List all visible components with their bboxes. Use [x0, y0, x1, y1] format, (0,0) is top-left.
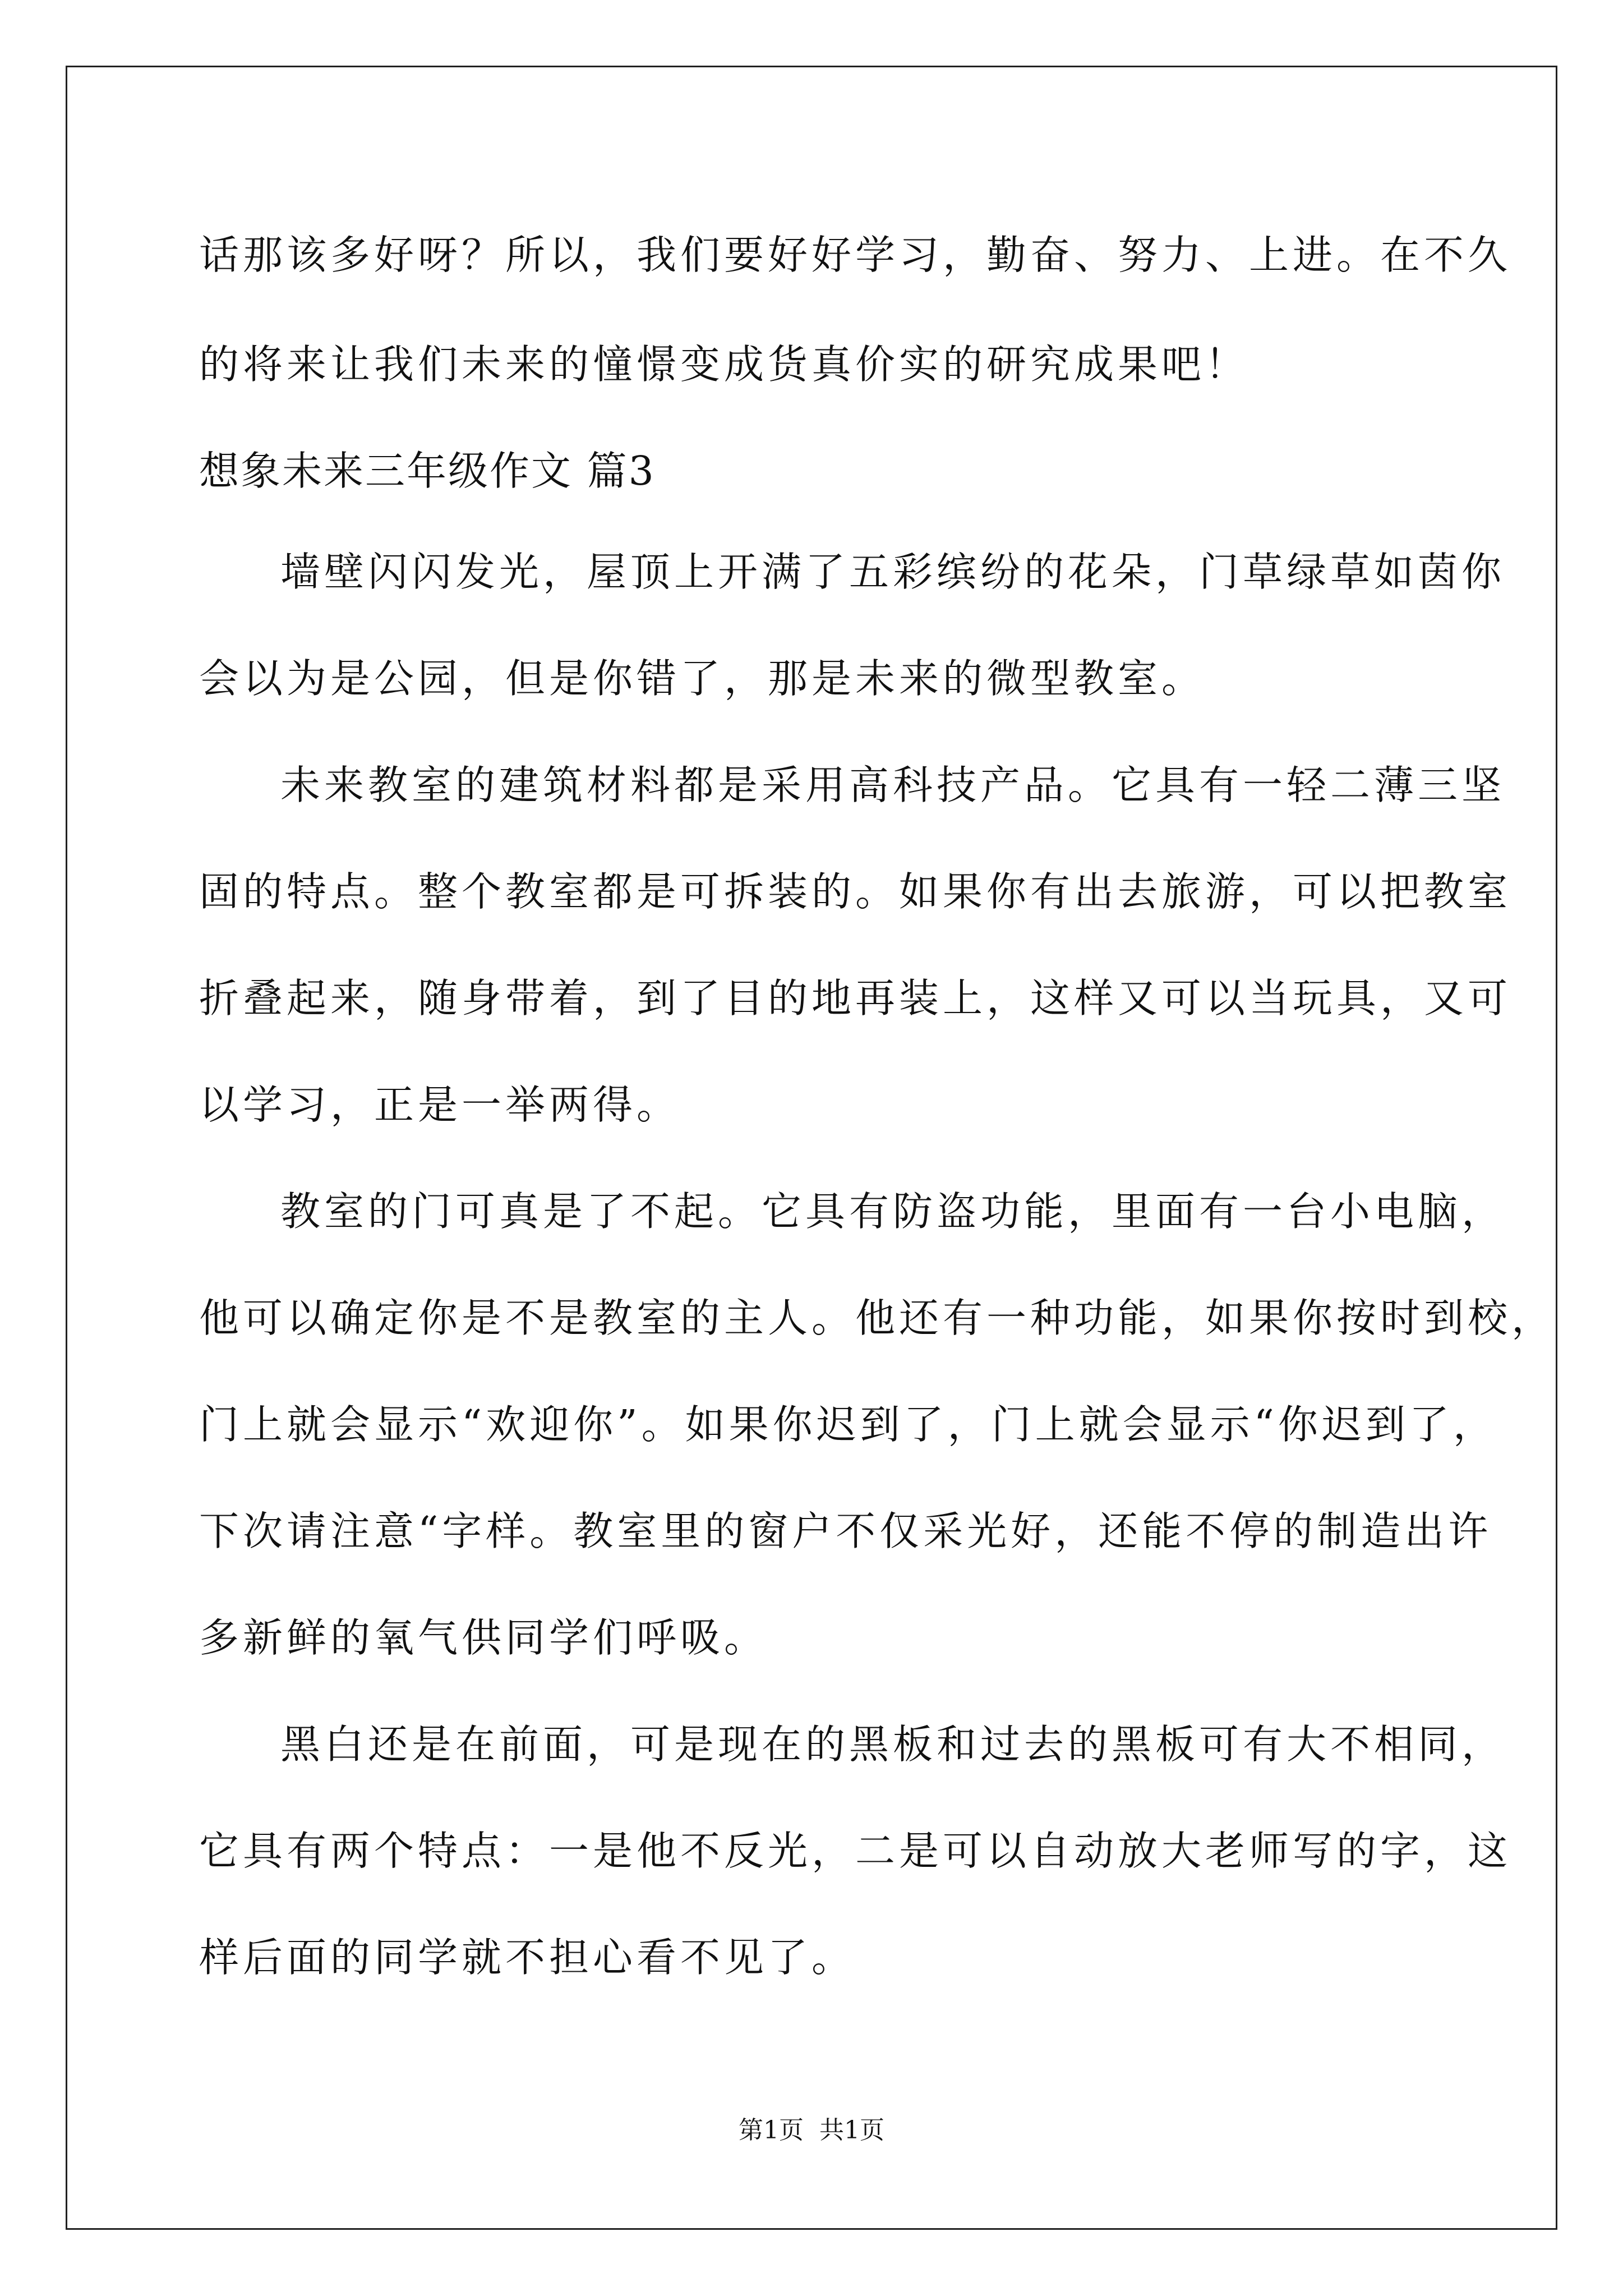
- paragraph-line: 未来教室的建筑材料都是采用高科技产品。它具有一轻二薄三坚: [280, 762, 1506, 808]
- paragraph-line: 折叠起来，随身带着，到了目的地再装上，这样又可以当玩具，又可: [199, 975, 1512, 1022]
- paragraph-line: 他可以确定你是不是教室的主人。他还有一种功能，如果你按时到校，: [199, 1295, 1556, 1341]
- paragraph-line: 的将来让我们未来的憧憬变成货真价实的研究成果吧！: [199, 341, 1249, 388]
- paragraph-line: 它具有两个特点：一是他不反光，二是可以自动放大老师写的字，这: [199, 1828, 1512, 1874]
- paragraph-line: 会以为是公园，但是你错了，那是未来的微型教室。: [199, 655, 1206, 702]
- paragraph-line: 教室的门可真是了不起。它具有防盗功能，里面有一台小电脑，: [280, 1188, 1506, 1235]
- page-number-footer: 第1页 共1页: [739, 2116, 884, 2145]
- paragraph-line: 黑白还是在前面，可是现在的黑板和过去的黑板可有大不相同，: [280, 1721, 1506, 1768]
- paragraph-line: 门上就会显示“欢迎你”。如果你迟到了，门上就会显示“你迟到了，: [199, 1401, 1497, 1448]
- paragraph-line: 墙壁闪闪发光，屋顶上开满了五彩缤纷的花朵，门草绿草如茵你: [280, 549, 1506, 595]
- paragraph-line: 多新鲜的氧气供同学们呼吸。: [199, 1614, 768, 1661]
- paragraph-line: 样后面的同学就不担心看不见了。: [199, 1934, 856, 1981]
- paragraph-line: 以学习，正是一举两得。: [199, 1082, 681, 1128]
- section-heading: 想象未来三年级作文 篇3: [199, 448, 656, 494]
- paragraph-line: 下次请注意“字样。教室里的窗户不仅采光好，还能不停的制造出许: [199, 1508, 1492, 1554]
- paragraph-line: 固的特点。整个教室都是可拆装的。如果你有出去旅游，可以把教室: [199, 868, 1512, 915]
- paragraph-line: 话那该多好呀？所以，我们要好好学习，勤奋、努力、上进。在不久: [199, 232, 1512, 278]
